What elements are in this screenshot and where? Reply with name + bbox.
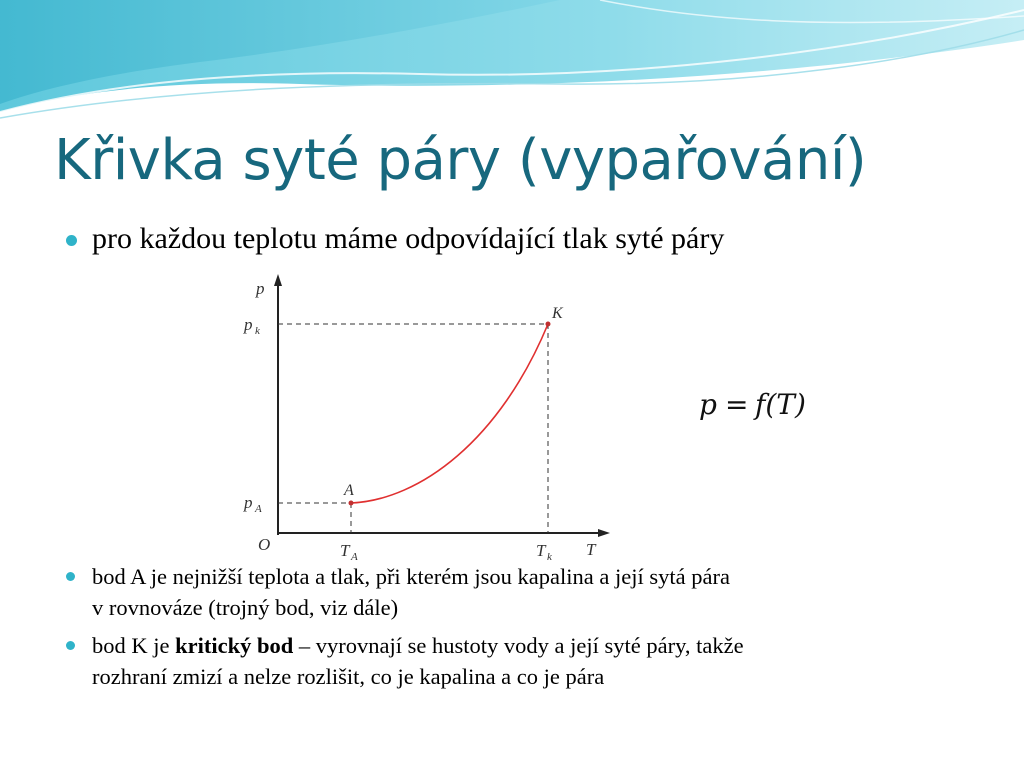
y-axis-arrow xyxy=(274,274,282,286)
bullet-text-2-line-2: v rovnováze (trojný bod, viz dále) xyxy=(92,595,399,620)
slide-title: Křivka syté páry (vypařování) xyxy=(54,128,867,193)
formula xyxy=(697,386,837,426)
bullet-text-1: pro každou teplotu máme odpovídající tlak syté páry xyxy=(92,222,725,255)
ta-label: T xyxy=(340,541,350,560)
x-axis-label: T xyxy=(586,540,596,559)
formula-lhs: p xyxy=(699,388,717,421)
pk-label: p xyxy=(244,315,253,334)
bullet-marker xyxy=(66,235,77,246)
formula-rhs: f(T) xyxy=(755,388,806,421)
point-a-label: A xyxy=(344,482,354,499)
bullet-marker xyxy=(66,641,75,650)
point-k-marker xyxy=(546,322,551,327)
origin-label: O xyxy=(258,535,271,554)
header-wave-decoration xyxy=(0,0,1024,120)
bullet-text-3-line-2: rozhraní zmizí a nelze rozlišit, co je kapalina a co je pára xyxy=(92,664,605,689)
point-k-label: K xyxy=(552,305,563,322)
critical-point-term: kritický bod xyxy=(175,633,294,658)
bullet-3-prefix: bod K je xyxy=(92,633,176,658)
tk-label: T xyxy=(536,541,546,560)
saturation-curve xyxy=(351,324,548,503)
point-a-marker xyxy=(349,501,354,506)
formula-equals: = xyxy=(725,388,749,421)
bullet-marker xyxy=(66,572,75,581)
x-axis-arrow xyxy=(598,529,610,537)
tk-subscript: k xyxy=(547,551,552,563)
y-axis-label: p xyxy=(256,279,265,298)
pa-label: p xyxy=(244,493,253,512)
vapor-pressure-diagram xyxy=(230,270,620,570)
pk-subscript: k xyxy=(255,325,260,337)
bullet-text-3-line-1 xyxy=(92,630,744,662)
bullet-3-rest: – vyrovnají se hustoty vody a její syté páry, takže xyxy=(293,633,744,658)
bullet-text-2-line-1: bod A je nejnižší teplota a tlak, při kterém jsou kapalina a její sytá pára xyxy=(92,564,730,589)
ta-subscript: A xyxy=(351,551,358,563)
pa-subscript: A xyxy=(255,503,262,515)
